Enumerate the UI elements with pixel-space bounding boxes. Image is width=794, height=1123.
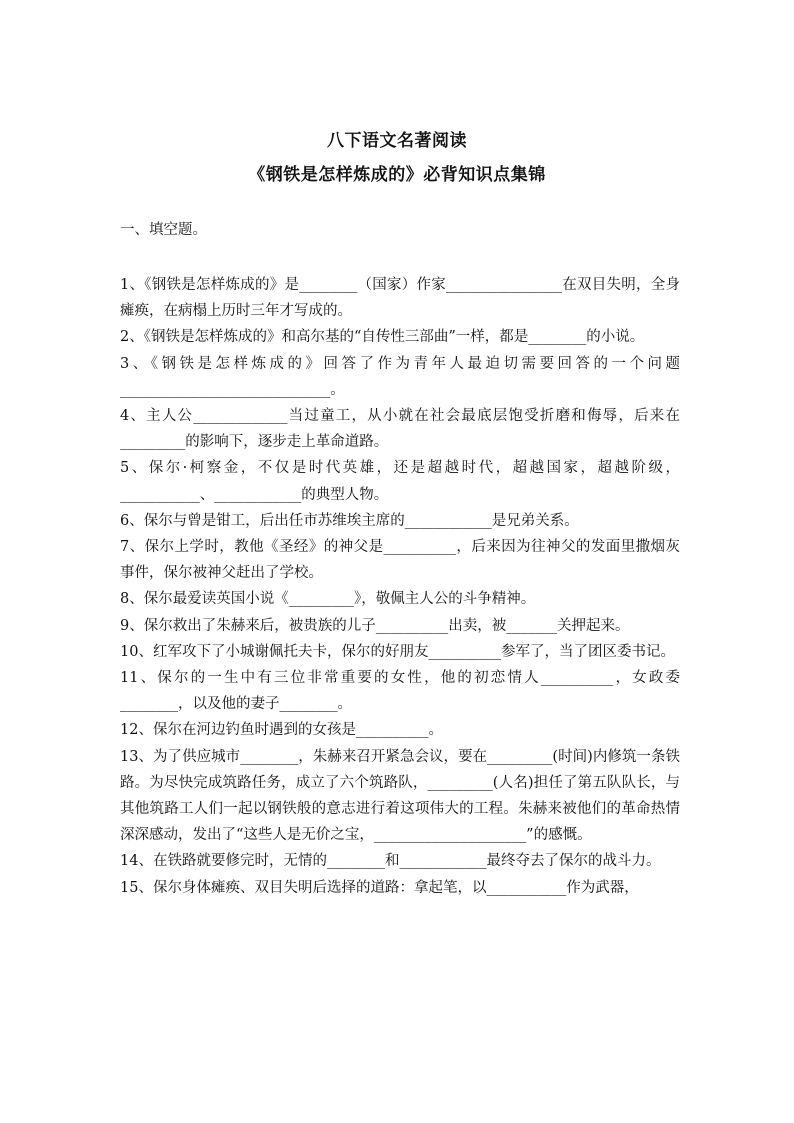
question-item-6: 6、保尔与曾是钳工，后出任市苏维埃主席的____________是兄弟关系。 bbox=[120, 512, 579, 529]
question-item-12: 12、保尔在河边钓鱼时遇到的女孩是__________。 bbox=[120, 722, 443, 739]
question-item-4: 4、主人公_____________当过童工，从小就在社会最底层饱受折磨和侮辱，后来在_________的影响下，逐步走上革命道路。 bbox=[120, 408, 680, 451]
section-heading: 一、填空题。 bbox=[120, 222, 207, 238]
question-item-5: 5、保尔·柯察金，不仅是时代英雄，还是超越时代，超越国家，超越阶级，___________、____________的典型人物。 bbox=[120, 460, 680, 503]
question-item-14: 14、在铁路就要修完时，无情的________和____________最终夺去了保尔的战斗力。 bbox=[120, 853, 661, 870]
question-item-11: 11、保尔的一生中有三位非常重要的女性，他的初恋情人__________，女政委________，以及他的妻子________。 bbox=[120, 670, 680, 713]
question-item-3: 3、《钢铁是怎样炼成的》回答了作为青年人最迫切需要回答的一个问题 _____________________________。 bbox=[120, 355, 680, 398]
question-item-9: 9、保尔救出了朱赫来后，被贵族的儿子__________出卖，被_______关押起来。 bbox=[120, 617, 630, 634]
question-item-13: 13、为了供应城市________，朱赫来召开紧急会议，要在_________(时间)内修筑一条铁路。为尽快完成筑路任务，成立了六个筑路队，_________(人名)担任了第五队队长，与其他筑路工人们一起以钢铁般的意志进行着这项伟大的工程。朱赫来被他们的革命热情深深感动，发出了“这些人是无价之宝，_____________________”的感慨。 bbox=[120, 748, 680, 844]
question-item-8: 8、保尔最爱读英国小说《_________》，敬佩主人公的斗争精神。 bbox=[120, 591, 536, 608]
question-list bbox=[120, 272, 680, 901]
question-item-15: 15、保尔身体瘫痪、双目失明后选择的道路：拿起笔，以___________作为武器， bbox=[120, 879, 639, 896]
page-title: 八下语文名著阅读 bbox=[327, 131, 467, 151]
question-item-7: 7、保尔上学时，教他《圣经》的神父是__________，后来因为往神父的发面里撒烟灰事件，保尔被神父赶出了学校。 bbox=[120, 539, 680, 582]
question-item-1: 1、《钢铁是怎样炼成的》是________（国家）作家________________在双目失明，全身瘫痪，在病榻上历时三年才写成的。 bbox=[120, 277, 680, 320]
page-subtitle: 《钢铁是怎样炼成的》必背知识点集锦 bbox=[248, 165, 546, 185]
question-item-10: 10、红军攻下了小城谢佩托夫卡，保尔的好朋友__________参军了，当了团区委书记。 bbox=[120, 643, 675, 660]
question-item-2: 2、《钢铁是怎样炼成的》和高尔基的“自传性三部曲”一样，都是________的小说。 bbox=[120, 329, 645, 346]
